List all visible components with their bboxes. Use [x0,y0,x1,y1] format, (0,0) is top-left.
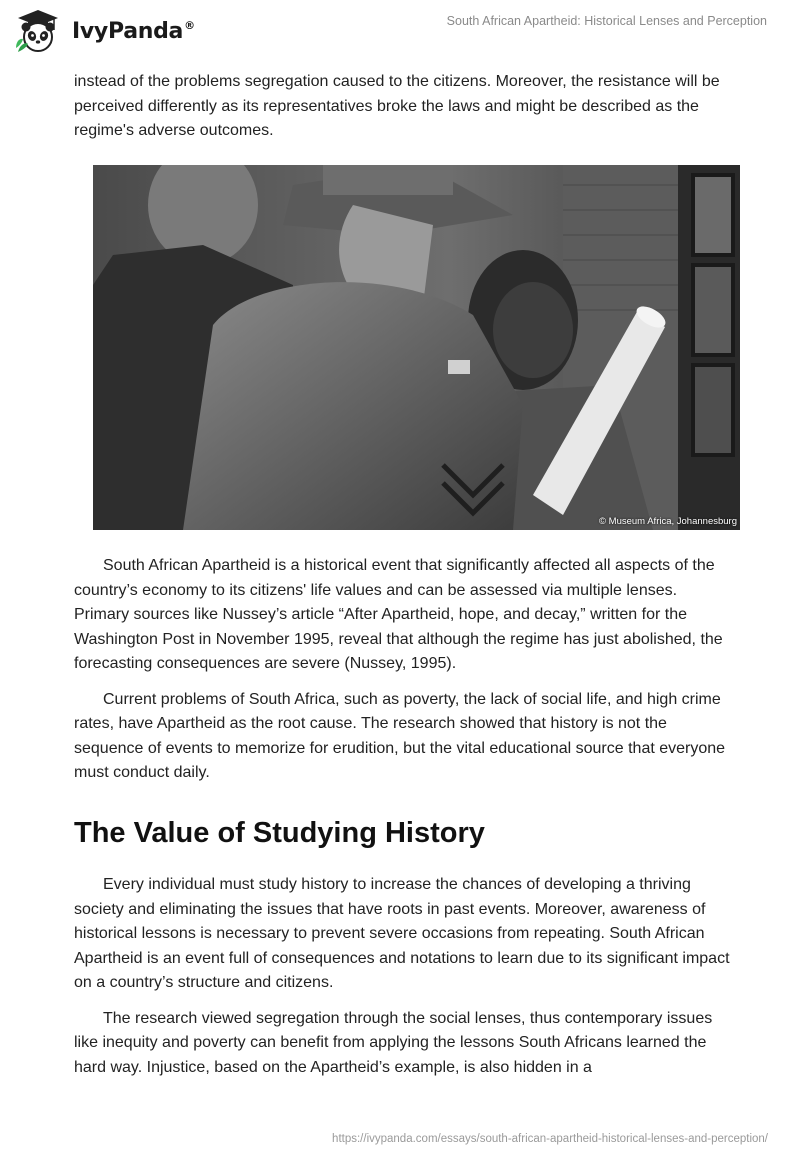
paragraph-4: Every individual must study history to increase the chances of developing a thriving society and eliminating the issues that have roots in past events. Moreover, awareness of historical lessons is necessary to prevent severe occasions from repeating. South African Apartheid is an event full of consequences and notations to learn due to its significant impact on a country’s structure and citizens. [74,876,730,991]
paragraph-3: Current problems of South Africa, such as poverty, the lack of social life, and high crime rates, have Apartheid as the root cause. The research showed that history is not the sequence of events to memorize for erudition, but the vital educational source that everyone must conduct daily. [74,690,726,781]
essay-section-body [74,873,730,1080]
photo-illustration [93,165,740,530]
paragraph-2: South African Apartheid is a historical event that significantly affected all aspects of the country’s economy to its citizens' life values and can be assessed via multiple lenses. Primary sources like Nussey’s article “After Apartheid, hope, and decay,” written for the Washington Post in November 1995, reveal that although the regime has just abolished, the forecasting consequences are severe (Nussey, 1995). [74,557,723,672]
brand-wordmark: IvyPanda [72,18,184,44]
essay-body [74,554,730,786]
ivypanda-logo[interactable] [14,8,195,54]
paragraph-5: The research viewed segregation through the social lenses, thus contemporary issues like inequity and poverty can benefit from applying the lessons South Africans learned the hard way. Injustice, based on the Apartheid’s example, is also hidden in a [74,1009,713,1076]
source-url-link[interactable]: https://ivypanda.com/essays/south-african-apartheid-historical-lenses-and-perception/ [332,1133,768,1145]
registered-mark: ® [184,19,195,33]
page-header [0,0,800,60]
panda-graduate-icon [14,8,62,54]
paragraph-top: instead of the problems segregation caused to the citizens. Moreover, the resistance will be perceived differently as its representatives broke the laws and might be described as the regime's adverse outcomes. [74,73,720,139]
section-heading: The Value of Studying History [74,817,485,849]
essay-content [74,70,730,144]
photo-credit: © Museum Africa, Johannesburg [599,516,737,527]
apartheid-photo [93,165,740,530]
brand-name [72,19,195,44]
document-title: South African Apartheid: Historical Lenses and Perception [446,14,767,28]
